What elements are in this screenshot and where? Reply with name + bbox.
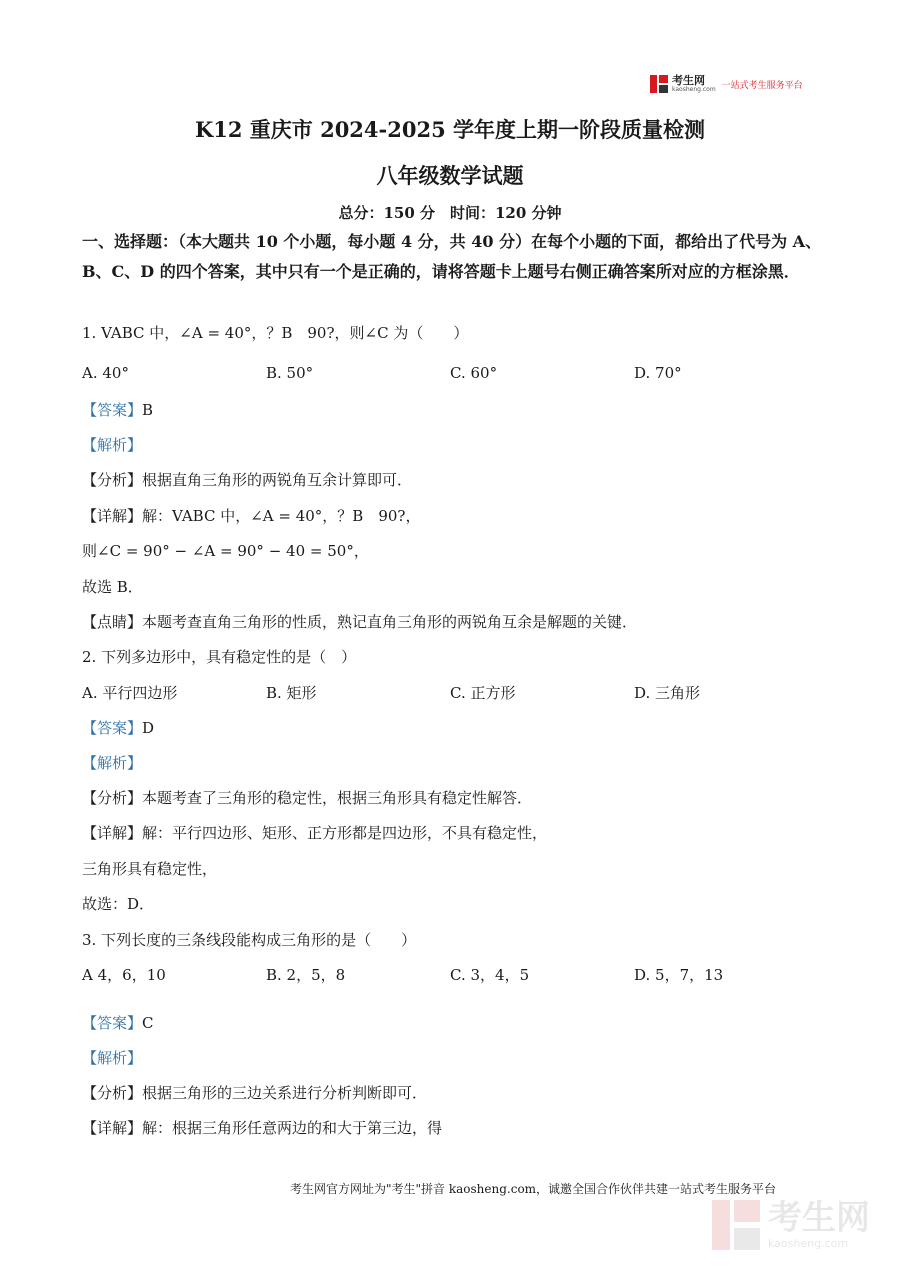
q1-option-b: B. 50°	[266, 364, 314, 382]
watermark-domain: kaosheng.com	[768, 1237, 849, 1250]
logo-name: 考生网	[672, 74, 705, 87]
q1-option-d: D. 70°	[634, 364, 682, 382]
q3-answer	[82, 1012, 154, 1033]
xiangjie-tag: 【详解】	[82, 824, 143, 842]
fenxi-text: 根据三角形的三边关系进行分析判断即可．	[142, 1084, 428, 1102]
q1-xiangjie	[82, 505, 420, 526]
q3-option-d: D. 5，7，13	[634, 966, 724, 984]
answer-tag: 【答案】	[82, 1014, 143, 1032]
fenxi-text: 本题考查了三角形的稳定性，根据三角形具有稳定性解答．	[142, 789, 533, 807]
fenxi-tag: 【分析】	[82, 789, 143, 807]
q1-analysis-tag: 【解析】	[82, 436, 143, 454]
q1-option-c: C. 60°	[450, 364, 498, 382]
q3-analysis-tag: 【解析】	[82, 1049, 143, 1067]
fenxi-tag: 【分析】	[82, 471, 143, 489]
q1-step: 则∠C = 90° − ∠A = 90° − 40 = 50°，	[82, 542, 369, 560]
logo-slogan: 一站式考生服务平台	[721, 80, 803, 91]
xiangjie-text: 解：根据三角形任意两边的和大于第三边，得	[142, 1119, 443, 1137]
watermark-name: 考生网	[768, 1198, 870, 1238]
question-3-stem: 3. 下列长度的三条线段能构成三角形的是（ ）	[82, 931, 417, 949]
logo-icon	[650, 75, 668, 93]
footer-text: 考生网官方网址为"考生"拼音 kaosheng.com，诚邀全国合作伙伴共建一站式考生服务平台	[290, 1182, 777, 1196]
fenxi-text: 根据直角三角形的两锐角互余计算即可．	[142, 471, 413, 489]
q2-option-c: C. 正方形	[450, 684, 516, 702]
dianjing-tag: 【点睛】	[82, 613, 143, 631]
question-2-stem: 2. 下列多边形中，具有稳定性的是（ ）	[82, 648, 357, 666]
q2-line2: 三角形具有稳定性，	[82, 860, 218, 878]
section-heading: 一、选择题：（本大题共 10 个小题，每小题 4 分，共 40 分）在每个小题的下面，都给出了代号为 A、B、C、D 的四个答案，其中只有一个是正确的，请将答题卡上题号右侧正确答案所对应的方框涂黑．	[82, 232, 822, 281]
fenxi-tag: 【分析】	[82, 1084, 143, 1102]
answer-tag: 【答案】	[82, 719, 143, 737]
exam-subtitle: 八年级数学试题	[376, 163, 524, 188]
q2-option-d: D. 三角形	[634, 684, 701, 702]
q1-option-a: A. 40°	[82, 364, 129, 382]
q1-conclusion: 故选 B．	[82, 578, 143, 596]
q1-answer	[82, 399, 153, 420]
q2-analysis-tag: 【解析】	[82, 754, 143, 772]
score-time-line: 总分：150 分 时间：120 分钟	[338, 204, 562, 222]
q2-fenxi	[82, 787, 532, 808]
header-logo	[650, 72, 803, 96]
answer-value: B	[142, 401, 154, 419]
q2-xiangjie	[82, 822, 547, 843]
exam-title: K12 重庆市 2024-2025 学年度上期一阶段质量检测	[194, 117, 706, 142]
q3-option-b: B. 2，5，8	[266, 966, 346, 984]
q2-conclusion: 故选：D．	[82, 895, 155, 913]
watermark-icon	[712, 1200, 760, 1250]
watermark-logo	[712, 1200, 870, 1250]
dianjing-text: 本题考查直角三角形的性质，熟记直角三角形的两锐角互余是解题的关键．	[142, 613, 638, 631]
answer-value: C	[142, 1014, 154, 1032]
question-1-stem: 1. VABC 中，∠A = 40°，？B 90?，则∠C 为（ ）	[82, 324, 469, 342]
xiangjie-text: 解：平行四边形、矩形、正方形都是四边形，不具有稳定性，	[142, 824, 548, 842]
q1-fenxi	[82, 469, 412, 490]
q3-fenxi	[82, 1082, 427, 1103]
xiangjie-text: 解：VABC 中，∠A = 40°，？B 90?，	[142, 507, 421, 525]
q3-option-c: C. 3，4，5	[450, 966, 530, 984]
q1-dianjing	[82, 611, 637, 632]
answer-tag: 【答案】	[82, 401, 143, 419]
logo-domain: kaosheng.com	[672, 86, 716, 93]
xiangjie-tag: 【详解】	[82, 1119, 143, 1137]
q2-option-b: B. 矩形	[266, 684, 317, 702]
q3-option-a: A 4，6，10	[82, 966, 166, 984]
q2-answer	[82, 717, 154, 738]
answer-value: D	[142, 719, 155, 737]
xiangjie-tag: 【详解】	[82, 507, 143, 525]
q2-option-a: A. 平行四边形	[82, 684, 178, 702]
q3-xiangjie	[82, 1117, 442, 1138]
